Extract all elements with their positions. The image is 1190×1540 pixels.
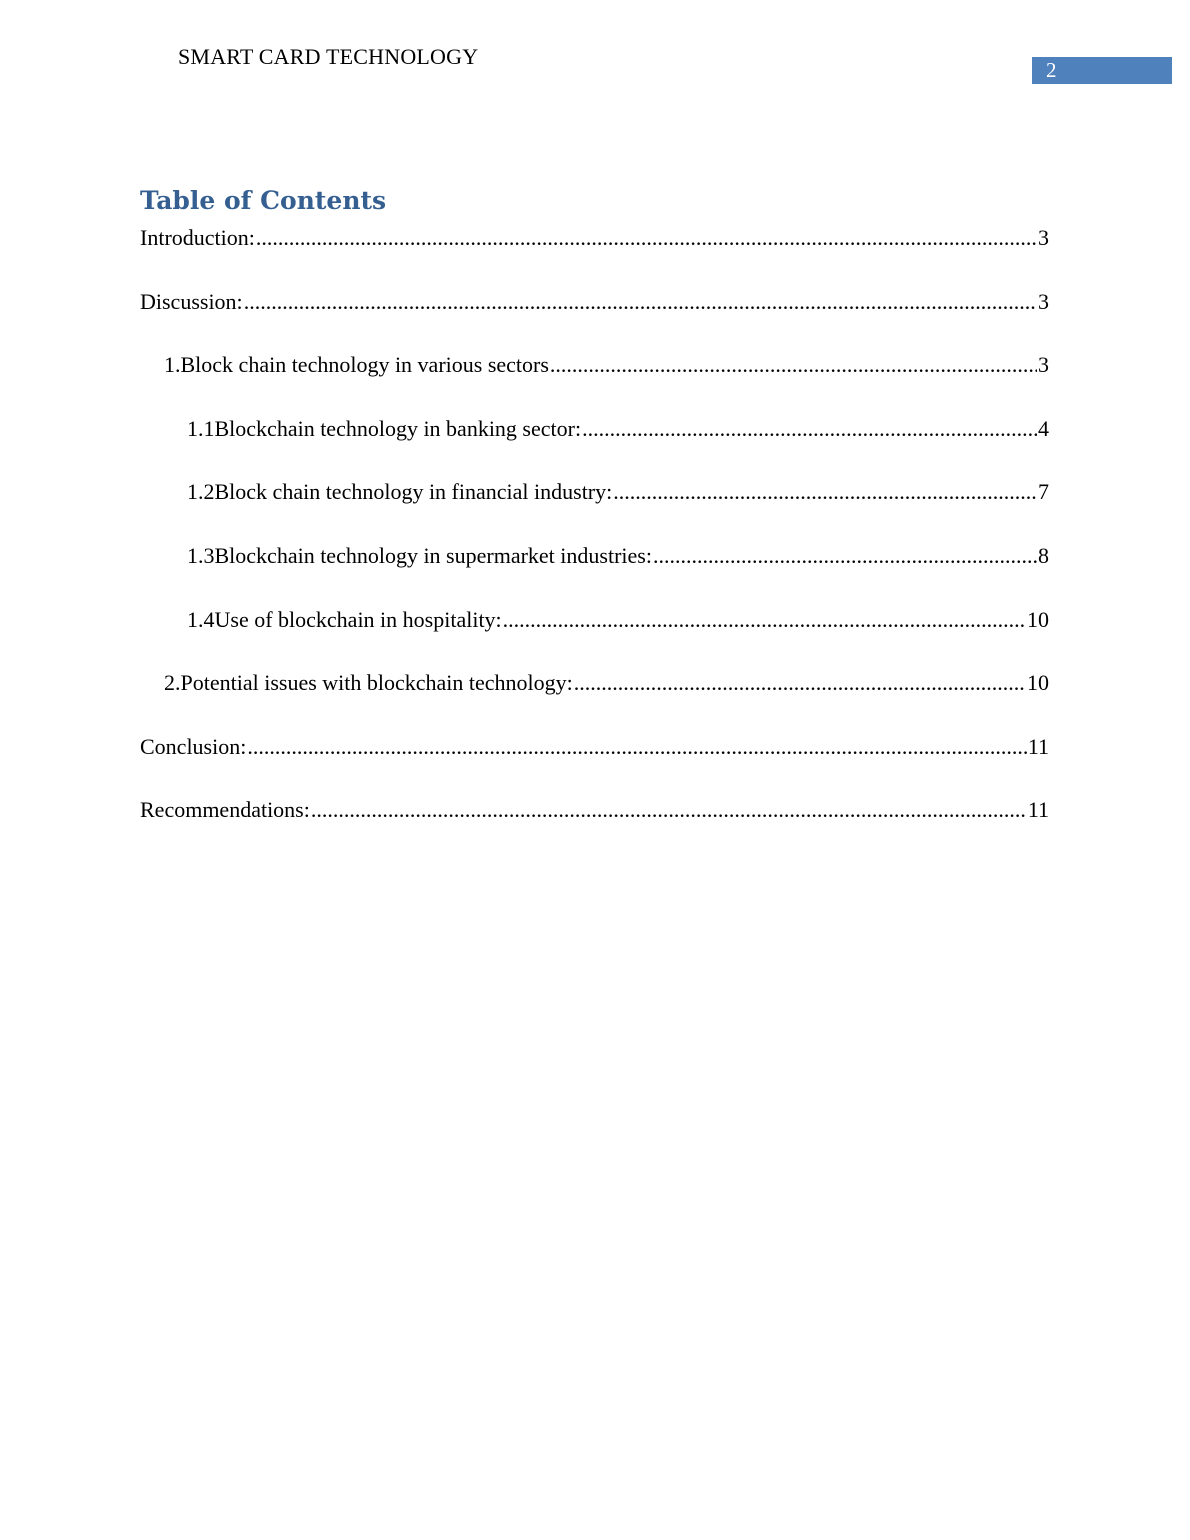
table-of-contents bbox=[140, 223, 1049, 859]
dot-leader bbox=[503, 605, 1026, 635]
toc-entry-page: 10 bbox=[1027, 606, 1049, 632]
toc-heading: Table of Contents bbox=[140, 186, 387, 215]
dot-leader bbox=[613, 477, 1037, 507]
toc-entry-number: 1. bbox=[164, 352, 181, 378]
toc-entry-title: Potential issues with blockchain technology: bbox=[180, 670, 573, 696]
toc-entry-title: Block chain technology in financial industry: bbox=[214, 479, 613, 505]
running-header: SMART CARD TECHNOLOGY bbox=[178, 44, 479, 69]
toc-entry-page: 3 bbox=[1038, 225, 1049, 250]
toc-entry-number: 1.2 bbox=[187, 479, 215, 505]
toc-entry-conclusion[interactable] bbox=[140, 732, 1049, 796]
dot-leader bbox=[311, 795, 1027, 825]
toc-entry-title: Introduction: bbox=[140, 225, 255, 250]
toc-entry-section-2[interactable] bbox=[140, 668, 1049, 732]
toc-entry-section-1-1[interactable] bbox=[140, 414, 1049, 478]
toc-entry-recommendations[interactable] bbox=[140, 795, 1049, 859]
toc-entry-title: Recommendations: bbox=[140, 797, 310, 823]
toc-entry-title: Conclusion: bbox=[140, 733, 247, 759]
toc-entry-page: 4 bbox=[1038, 415, 1049, 441]
toc-entry-title: Discussion: bbox=[140, 288, 243, 314]
toc-entry-page: 11 bbox=[1027, 797, 1049, 823]
toc-entry-number: 1.3 bbox=[187, 542, 215, 568]
dot-leader bbox=[653, 541, 1037, 571]
toc-entry-section-1[interactable] bbox=[140, 350, 1049, 414]
toc-entry-section-1-2[interactable] bbox=[140, 477, 1049, 541]
toc-entry-page: 3 bbox=[1038, 288, 1049, 314]
toc-entry-section-1-4[interactable] bbox=[140, 605, 1049, 669]
dot-leader bbox=[244, 287, 1037, 317]
page-number-badge: 2 bbox=[1032, 57, 1172, 84]
toc-entry-number: 2. bbox=[164, 670, 181, 696]
toc-entry-title: Blockchain technology in supermarket industries: bbox=[214, 542, 652, 568]
toc-entry-page: 3 bbox=[1038, 352, 1049, 378]
toc-entry-page: 7 bbox=[1038, 479, 1049, 505]
toc-entry-page: 11 bbox=[1027, 733, 1049, 759]
toc-entry-discussion[interactable] bbox=[140, 287, 1049, 351]
dot-leader bbox=[574, 668, 1026, 698]
toc-entry-number: 1.1 bbox=[187, 415, 215, 441]
dot-leader bbox=[582, 414, 1037, 444]
toc-entry-section-1-3[interactable] bbox=[140, 541, 1049, 605]
toc-entry-introduction[interactable] bbox=[140, 223, 1049, 287]
dot-leader bbox=[550, 350, 1037, 380]
toc-entry-page: 8 bbox=[1038, 542, 1049, 568]
toc-entry-title: Blockchain technology in banking sector: bbox=[214, 415, 582, 441]
toc-entry-number: 1.4 bbox=[187, 606, 215, 632]
toc-entry-page: 10 bbox=[1027, 670, 1049, 696]
toc-entry-title: Use of blockchain in hospitality: bbox=[214, 606, 502, 632]
dot-leader bbox=[247, 732, 1026, 762]
dot-leader bbox=[256, 223, 1037, 253]
toc-entry-title: Block chain technology in various sectors bbox=[180, 352, 549, 378]
